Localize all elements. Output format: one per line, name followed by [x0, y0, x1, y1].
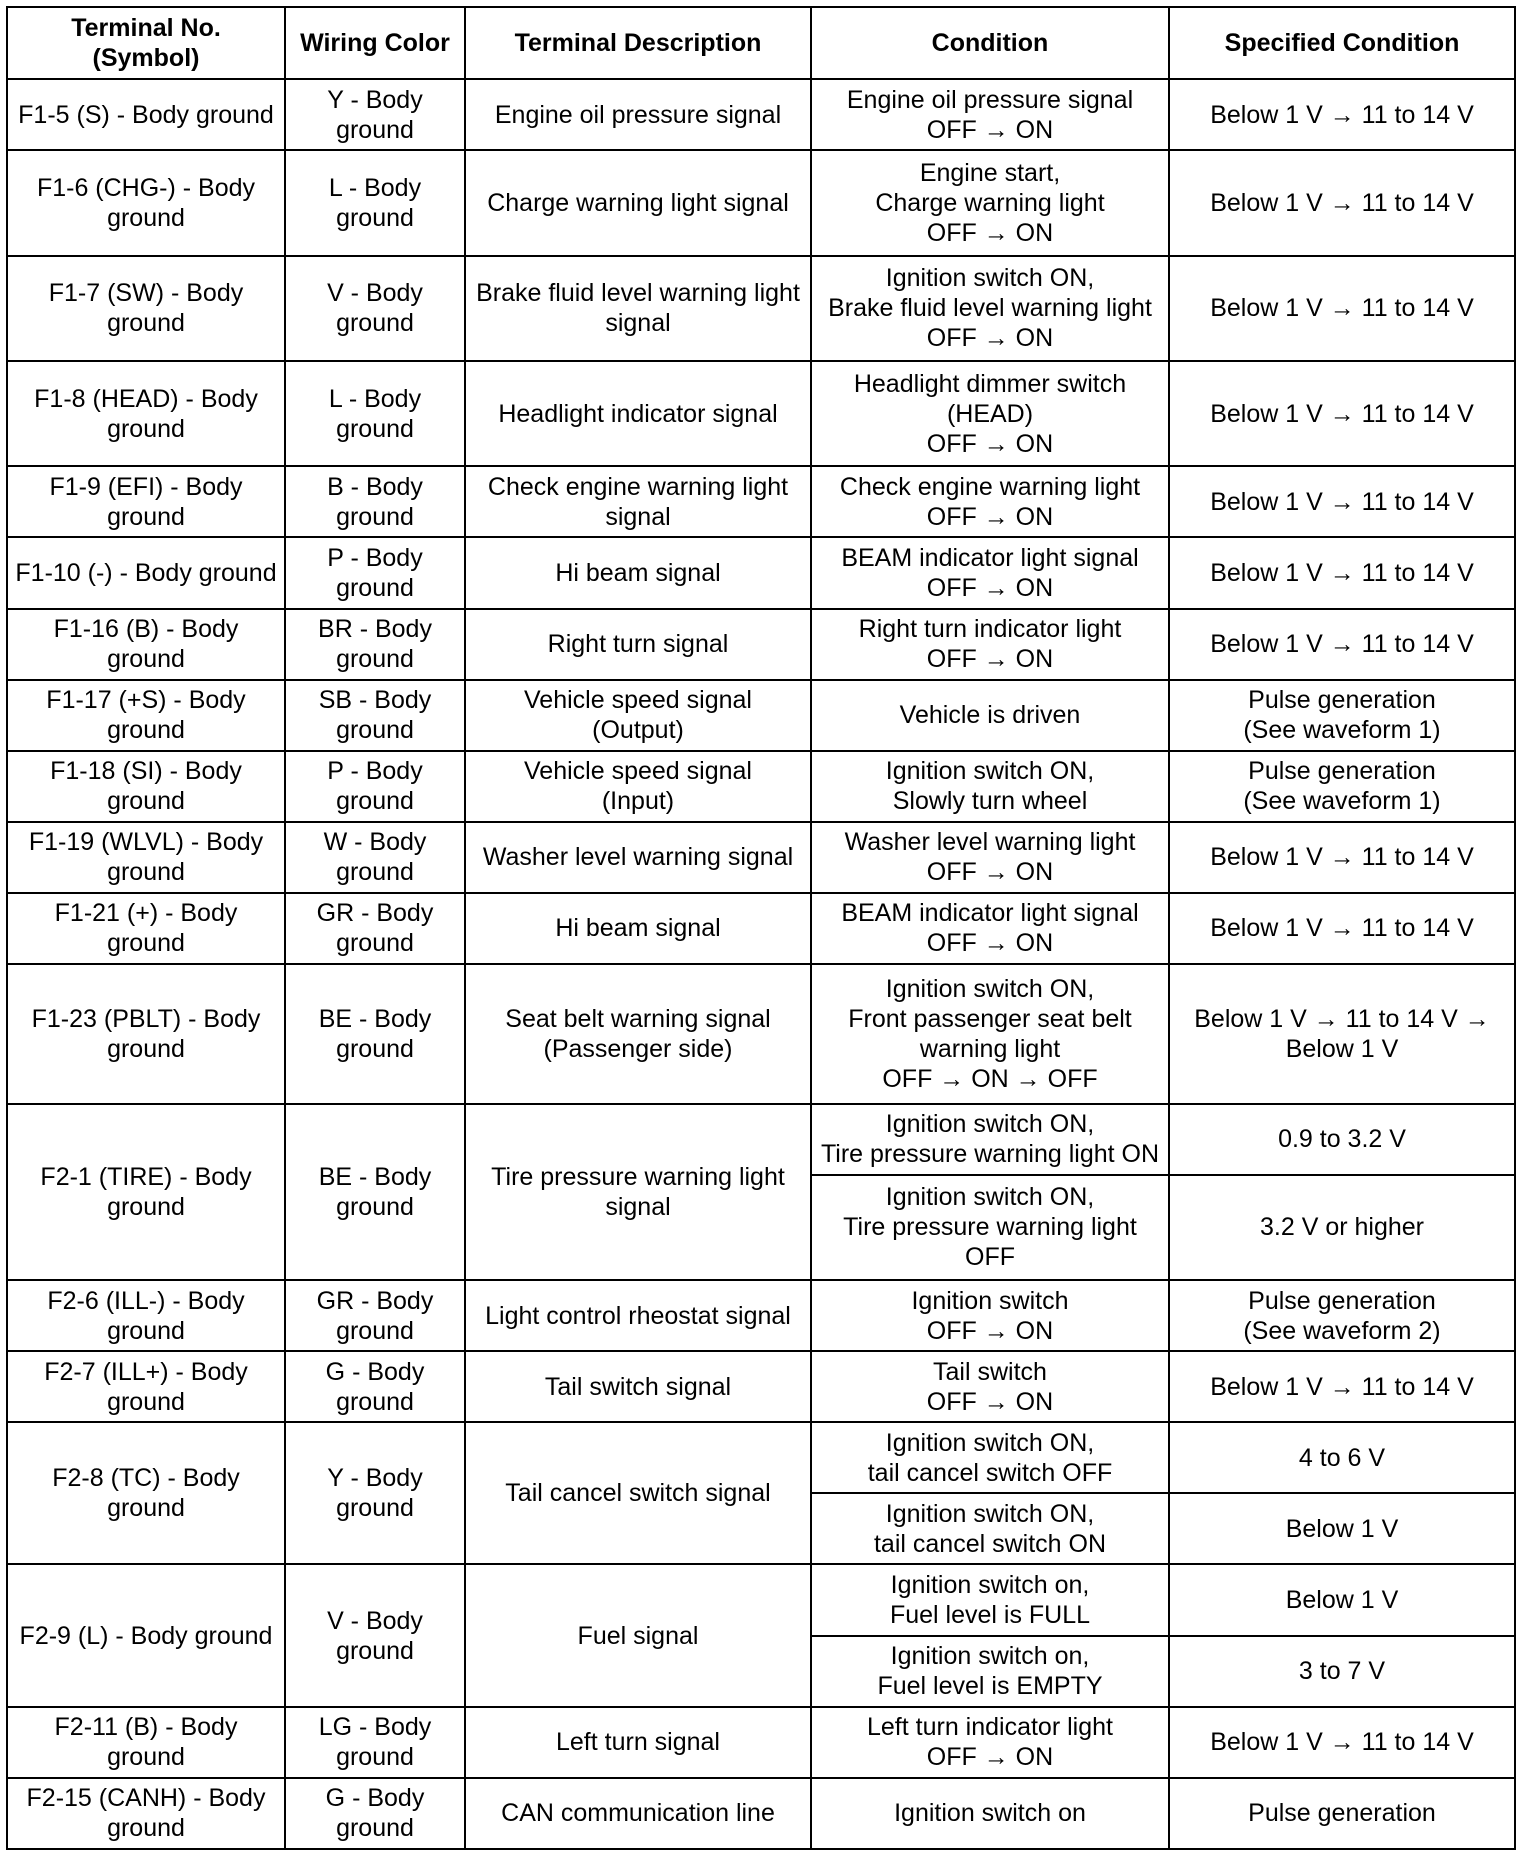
condition-cell: Vehicle is driven: [811, 680, 1169, 751]
wiring-color-cell: G - Body ground: [285, 1351, 465, 1422]
table-row: [7, 79, 1515, 150]
table-row: [7, 1351, 1515, 1422]
wiring-color-cell: GR - Body ground: [285, 1280, 465, 1351]
specified-condition-cell: Pulse generation (See waveform 1): [1169, 680, 1515, 751]
terminal-cell: F1-16 (B) - Body ground: [7, 609, 285, 680]
table-row: [7, 1564, 1515, 1635]
description-cell: Fuel signal: [465, 1564, 811, 1706]
table-row: [7, 1104, 1515, 1175]
description-cell: Brake fluid level warning light signal: [465, 256, 811, 361]
specified-condition-cell: Below 1 V → 11 to 14 V: [1169, 79, 1515, 150]
table-row: [7, 466, 1515, 537]
description-cell: Tire pressure warning light signal: [465, 1104, 811, 1281]
table-header: [7, 7, 1515, 79]
condition-cell: Left turn indicator light OFF → ON: [811, 1707, 1169, 1778]
table-row: [7, 1422, 1515, 1493]
specified-condition-cell: Below 1 V: [1169, 1564, 1515, 1635]
header-terminal: Terminal No. (Symbol): [7, 7, 285, 79]
wiring-color-cell: P - Body ground: [285, 751, 465, 822]
specified-condition-cell: Below 1 V → 11 to 14 V: [1169, 1707, 1515, 1778]
description-cell: Right turn signal: [465, 609, 811, 680]
wiring-color-cell: LG - Body ground: [285, 1707, 465, 1778]
specified-condition-cell: 3.2 V or higher: [1169, 1175, 1515, 1280]
terminal-cell: F2-11 (B) - Body ground: [7, 1707, 285, 1778]
specified-condition-cell: Below 1 V → 11 to 14 V: [1169, 256, 1515, 361]
wiring-color-cell: BE - Body ground: [285, 1104, 465, 1281]
specified-condition-cell: Pulse generation (See waveform 1): [1169, 751, 1515, 822]
specified-condition-cell: Below 1 V → 11 to 14 V: [1169, 893, 1515, 964]
description-cell: Left turn signal: [465, 1707, 811, 1778]
specified-condition-cell: 3 to 7 V: [1169, 1636, 1515, 1707]
specified-condition-cell: Below 1 V → 11 to 14 V: [1169, 609, 1515, 680]
header-wiring-color: Wiring Color: [285, 7, 465, 79]
terminal-cell: F2-15 (CANH) - Body ground: [7, 1778, 285, 1849]
condition-cell: Ignition switch ON, tail cancel switch OFF: [811, 1422, 1169, 1493]
condition-cell: Ignition switch on: [811, 1778, 1169, 1849]
condition-cell: Ignition switch ON, Tire pressure warning light OFF: [811, 1175, 1169, 1280]
table-body: [7, 79, 1515, 1849]
specified-condition-cell: Pulse generation: [1169, 1778, 1515, 1849]
condition-cell: Engine oil pressure signal OFF → ON: [811, 79, 1169, 150]
condition-cell: BEAM indicator light signal OFF → ON: [811, 893, 1169, 964]
wiring-color-cell: G - Body ground: [285, 1778, 465, 1849]
wiring-color-cell: BE - Body ground: [285, 964, 465, 1104]
wiring-color-cell: W - Body ground: [285, 822, 465, 893]
table-row: [7, 964, 1515, 1104]
condition-cell: Ignition switch ON, Tire pressure warning light ON: [811, 1104, 1169, 1175]
description-cell: Headlight indicator signal: [465, 361, 811, 466]
specified-condition-cell: Below 1 V → 11 to 14 V: [1169, 150, 1515, 255]
description-cell: Vehicle speed signal (Input): [465, 751, 811, 822]
description-cell: Light control rheostat signal: [465, 1280, 811, 1351]
condition-cell: Washer level warning light OFF → ON: [811, 822, 1169, 893]
table-row: [7, 822, 1515, 893]
condition-cell: BEAM indicator light signal OFF → ON: [811, 537, 1169, 608]
table-row: [7, 1707, 1515, 1778]
terminal-cell: F1-18 (SI) - Body ground: [7, 751, 285, 822]
terminal-cell: F1-19 (WLVL) - Body ground: [7, 822, 285, 893]
description-cell: Hi beam signal: [465, 893, 811, 964]
terminal-cell: F1-10 (-) - Body ground: [7, 537, 285, 608]
wiring-color-cell: GR - Body ground: [285, 893, 465, 964]
table-row: [7, 361, 1515, 466]
terminal-cell: F2-1 (TIRE) - Body ground: [7, 1104, 285, 1281]
specified-condition-cell: Below 1 V → 11 to 14 V: [1169, 537, 1515, 608]
terminal-cell: F1-9 (EFI) - Body ground: [7, 466, 285, 537]
table-row: [7, 150, 1515, 255]
header-specified-condition: Specified Condition: [1169, 7, 1515, 79]
description-cell: Engine oil pressure signal: [465, 79, 811, 150]
condition-cell: Engine start, Charge warning light OFF → ON: [811, 150, 1169, 255]
description-cell: Seat belt warning signal (Passenger side): [465, 964, 811, 1104]
terminal-cell: F2-7 (ILL+) - Body ground: [7, 1351, 285, 1422]
condition-cell: Ignition switch ON, Front passenger seat belt warning light OFF → ON → OFF: [811, 964, 1169, 1104]
wiring-color-cell: B - Body ground: [285, 466, 465, 537]
condition-cell: Ignition switch ON, Slowly turn wheel: [811, 751, 1169, 822]
wiring-color-cell: BR - Body ground: [285, 609, 465, 680]
specified-condition-cell: Below 1 V → 11 to 14 V → Below 1 V: [1169, 964, 1515, 1104]
condition-cell: Right turn indicator light OFF → ON: [811, 609, 1169, 680]
table-row: [7, 751, 1515, 822]
terminal-cell: F2-9 (L) - Body ground: [7, 1564, 285, 1706]
wiring-color-cell: SB - Body ground: [285, 680, 465, 751]
header-terminal-description: Terminal Description: [465, 7, 811, 79]
table-row: [7, 1280, 1515, 1351]
condition-cell: Tail switch OFF → ON: [811, 1351, 1169, 1422]
condition-cell: Check engine warning light OFF → ON: [811, 466, 1169, 537]
terminal-cell: F1-6 (CHG-) - Body ground: [7, 150, 285, 255]
condition-cell: Ignition switch ON, Brake fluid level warning light OFF → ON: [811, 256, 1169, 361]
specified-condition-cell: 4 to 6 V: [1169, 1422, 1515, 1493]
condition-cell: Ignition switch ON, tail cancel switch ON: [811, 1493, 1169, 1564]
condition-cell: Ignition switch on, Fuel level is FULL: [811, 1564, 1169, 1635]
specified-condition-cell: Below 1 V → 11 to 14 V: [1169, 822, 1515, 893]
terminal-cell: F1-7 (SW) - Body ground: [7, 256, 285, 361]
terminal-cell: F1-8 (HEAD) - Body ground: [7, 361, 285, 466]
table-row: [7, 680, 1515, 751]
specified-condition-cell: 0.9 to 3.2 V: [1169, 1104, 1515, 1175]
terminal-cell: F1-23 (PBLT) - Body ground: [7, 964, 285, 1104]
terminal-cell: F2-6 (ILL-) - Body ground: [7, 1280, 285, 1351]
terminal-cell: F1-21 (+) - Body ground: [7, 893, 285, 964]
wiring-color-cell: V - Body ground: [285, 1564, 465, 1706]
condition-cell: Headlight dimmer switch (HEAD) OFF → ON: [811, 361, 1169, 466]
terminal-cell: F2-8 (TC) - Body ground: [7, 1422, 285, 1564]
wiring-color-cell: Y - Body ground: [285, 79, 465, 150]
wiring-color-cell: Y - Body ground: [285, 1422, 465, 1564]
specified-condition-cell: Below 1 V: [1169, 1493, 1515, 1564]
description-cell: CAN communication line: [465, 1778, 811, 1849]
table-row: [7, 1778, 1515, 1849]
wiring-color-cell: V - Body ground: [285, 256, 465, 361]
table-row: [7, 609, 1515, 680]
table-row: [7, 537, 1515, 608]
description-cell: Tail switch signal: [465, 1351, 811, 1422]
terminal-table: [6, 6, 1516, 1850]
specified-condition-cell: Below 1 V → 11 to 14 V: [1169, 466, 1515, 537]
table-row: [7, 256, 1515, 361]
condition-cell: Ignition switch on, Fuel level is EMPTY: [811, 1636, 1169, 1707]
specified-condition-cell: Below 1 V → 11 to 14 V: [1169, 361, 1515, 466]
description-cell: Tail cancel switch signal: [465, 1422, 811, 1564]
wiring-color-cell: L - Body ground: [285, 150, 465, 255]
specified-condition-cell: Pulse generation (See waveform 2): [1169, 1280, 1515, 1351]
description-cell: Check engine warning light signal: [465, 466, 811, 537]
wiring-color-cell: P - Body ground: [285, 537, 465, 608]
header-condition: Condition: [811, 7, 1169, 79]
terminal-cell: F1-17 (+S) - Body ground: [7, 680, 285, 751]
specified-condition-cell: Below 1 V → 11 to 14 V: [1169, 1351, 1515, 1422]
terminal-cell: F1-5 (S) - Body ground: [7, 79, 285, 150]
table-row: [7, 893, 1515, 964]
wiring-color-cell: L - Body ground: [285, 361, 465, 466]
condition-cell: Ignition switch OFF → ON: [811, 1280, 1169, 1351]
description-cell: Charge warning light signal: [465, 150, 811, 255]
description-cell: Washer level warning signal: [465, 822, 811, 893]
description-cell: Vehicle speed signal (Output): [465, 680, 811, 751]
description-cell: Hi beam signal: [465, 537, 811, 608]
